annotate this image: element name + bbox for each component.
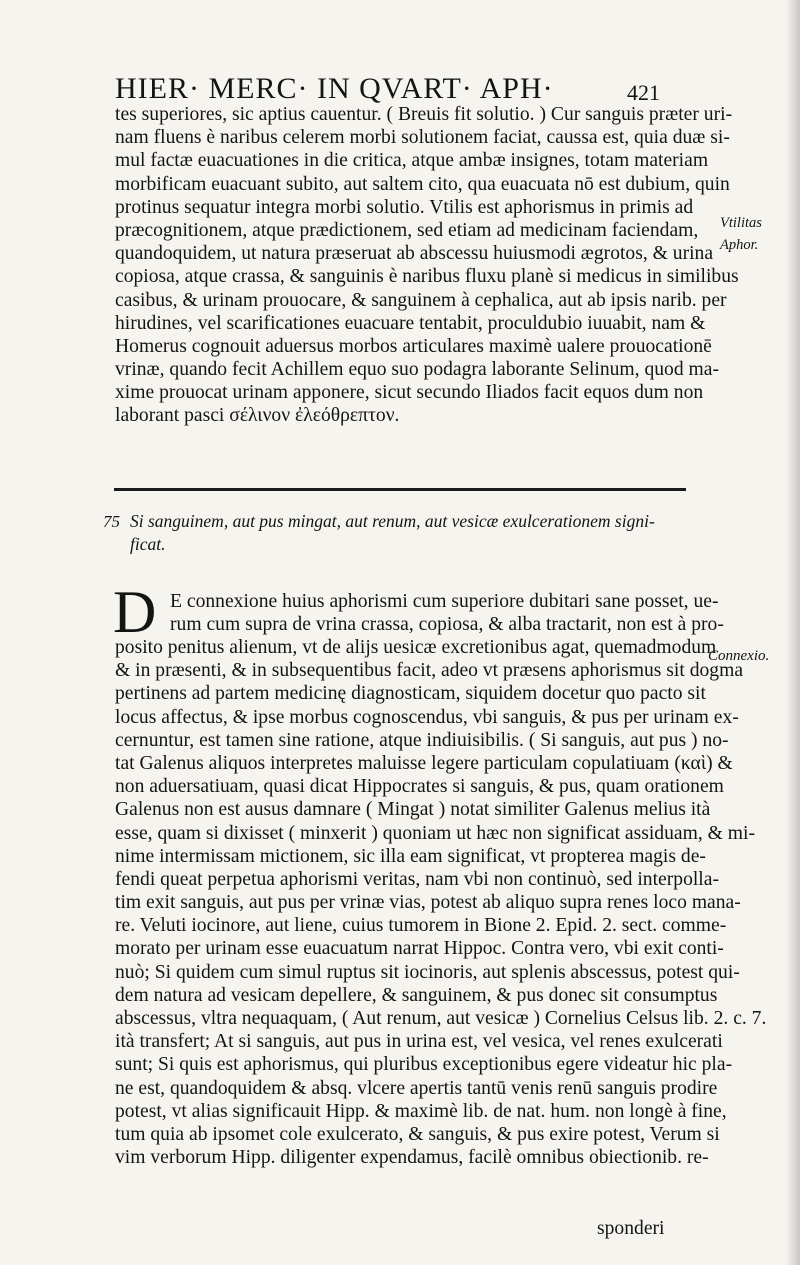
text-line: sunt; Si quis est aphorismus, qui pluribus exceptionibus egere videatur hic pla- bbox=[115, 1054, 733, 1076]
text-line: potest, vt alias significauit Hipp. & maximè lib. de nat. hum. non longè à fine, bbox=[115, 1100, 727, 1122]
margin-note-utilitas bbox=[720, 212, 762, 256]
text-line: quandoquidem, ut natura præseruat ab abscessu huiusmodi ægrotos, & urina bbox=[115, 243, 714, 265]
text-line: re. Veluti iocinore, aut liene, cuius tumorem in Bione 2. Epid. 2. sect. comme- bbox=[115, 915, 727, 937]
aphorism-line: ficat. bbox=[130, 534, 166, 554]
text-line: tum quia ab ipsomet cole exulcerato, & sanguis, & pus exire potest, Verum si bbox=[115, 1123, 720, 1145]
aphorism-text bbox=[130, 510, 670, 556]
commentary-paragraph-1 bbox=[115, 103, 739, 428]
text-line: præcognitionem, atque prædictionem, sed etiam ad medicinam faciendam, bbox=[115, 219, 699, 241]
margin-note-line: Vtilitas bbox=[720, 215, 762, 231]
text-line: pertinens ad partem medicinę diagnosticam, siquidem docetur quo pacto sit bbox=[115, 683, 706, 705]
text-line: vrinæ, quando fecit Achillem equo suo podagra laborante Selinum, quod ma- bbox=[115, 359, 719, 381]
drop-cap: D bbox=[113, 579, 157, 645]
text-line: dem natura ad vesicam depellere, & sanguinem, & pus donec sit consumptus bbox=[115, 984, 718, 1006]
margin-note-line: Aphor. bbox=[720, 237, 759, 253]
page-edge-shadow bbox=[786, 0, 800, 1265]
text-line: ne est, quandoquidem & absq. vlcere apertis tantū venis renū sanguis prodire bbox=[115, 1077, 718, 1099]
page-number: 421 bbox=[627, 80, 660, 105]
text-line: nam fluens è naribus celerem morbi solutionem faciat, caussa est, quia duæ si- bbox=[115, 127, 730, 149]
section-divider bbox=[114, 488, 686, 491]
text-line: vim verborum Hipp. diligenter expendamus, facilè omnibus obiectionib. re- bbox=[115, 1147, 709, 1169]
text-line: rum cum supra de vrina crassa, copiosa, & alba tractarit, non est à pro- bbox=[170, 614, 724, 636]
text-line: copiosa, atque crassa, & sanguinis è naribus fluxu planè si medicus in similibus bbox=[115, 266, 739, 288]
text-line: tes superiores, sic aptius cauentur. ( Breuis fit solutio. ) Cur sanguis præter uri- bbox=[115, 104, 733, 125]
text-line: E connexione huius aphorismi cum superiore dubitari sane posset, ue- bbox=[170, 591, 719, 612]
text-line: Galenus non est ausus damnare ( Mingat ) notat similiter Galenus melius ità bbox=[115, 799, 711, 821]
aphorism-number: 75 bbox=[103, 512, 120, 531]
commentary-paragraph-2-opening bbox=[170, 590, 724, 636]
text-line: locus affectus, & ipse morbus cognoscendus, vbi sanguis, & pus per urinam ex- bbox=[115, 706, 739, 728]
aphorism-line: Si sanguinem, aut pus mingat, aut renum, aut vesicæ exulcerationem signi- bbox=[130, 511, 655, 531]
text-line: posito penitus alienum, vt de alijs uesicæ excretionibus agat, quemadmodum bbox=[115, 637, 717, 658]
text-line: casibus, & urinam prouocare, & sanguinem à cephalica, aut ab ipsis narib. per bbox=[115, 289, 727, 311]
text-line: non aduersatiuam, quasi dicat Hippocrates si sanguis, & pus, quam orationem bbox=[115, 776, 724, 798]
text-line: laborant pasci σέλινον ἐλεόθρεπτον. bbox=[115, 405, 400, 427]
text-line: esse, quam si dixisset ( minxerit ) quoniam ut hæc non significat assiduam, & mi- bbox=[115, 822, 755, 844]
text-line: & in præsenti, & in subsequentibus facit, adeo vt præsens aphorismus sit dogma bbox=[115, 660, 744, 682]
margin-note-connexio: Connexio. bbox=[708, 648, 770, 664]
text-line: xime prouocat urinam apponere, sicut secundo Iliados facit equos dum non bbox=[115, 382, 704, 404]
text-line: ità transfert; At si sanguis, aut pus in urina est, vel vesica, vel renes exulcerati bbox=[115, 1031, 723, 1053]
text-line: cernuntur, est tamen sine ratione, atque indiuisibilis. ( Si sanguis, aut pus ) no- bbox=[115, 729, 729, 751]
text-line: fendi queat perpetua aphorismi veritas, nam vbi non continuò, sed interpolla- bbox=[115, 868, 719, 890]
text-line: morbificam euacuant subito, aut saltem cito, qua euacuata nō est dubium, quin bbox=[115, 173, 730, 195]
text-line: tim exit sanguis, aut pus per vrinæ vias, potest ab aliquo supra renes loco mana- bbox=[115, 892, 741, 914]
text-line: nime intermissam mictionem, sic illa eam significat, vt propterea magis de- bbox=[115, 845, 706, 867]
running-title: HIER· MERC· IN QVART· APH· bbox=[115, 72, 554, 105]
text-line: mul factæ euacuationes in die critica, atque ambæ insignes, totam materiam bbox=[115, 150, 709, 172]
catchword: sponderi bbox=[597, 1218, 665, 1239]
text-line: Homerus cognouit aduersus morbos articulares maximè ualere prouocationē bbox=[115, 335, 712, 357]
text-line: hirudines, vel scarificationes euacuare tentabit, proculdubio iuuabit, nam & bbox=[115, 312, 706, 334]
text-line: protinus sequatur integra morbi solutio. Vtilis est aphorismus in primis ad bbox=[115, 196, 694, 218]
text-line: morato per urinam esse euacuatum narrat Hippoc. Contra vero, vbi exit conti- bbox=[115, 938, 724, 960]
text-line: abscessus, vltra nequaquam, ( Aut renum, aut vesicæ ) Cornelius Celsus lib. 2. c. 7. bbox=[115, 1008, 767, 1029]
text-line: nuò; Si quidem cum simul ruptus sit iocinoris, aut splenis abscessus, potest qui- bbox=[115, 961, 740, 983]
text-line: tat Galenus aliquos interpretes maluisse legere particulam copulatiuam (καὶ) & bbox=[115, 752, 733, 774]
